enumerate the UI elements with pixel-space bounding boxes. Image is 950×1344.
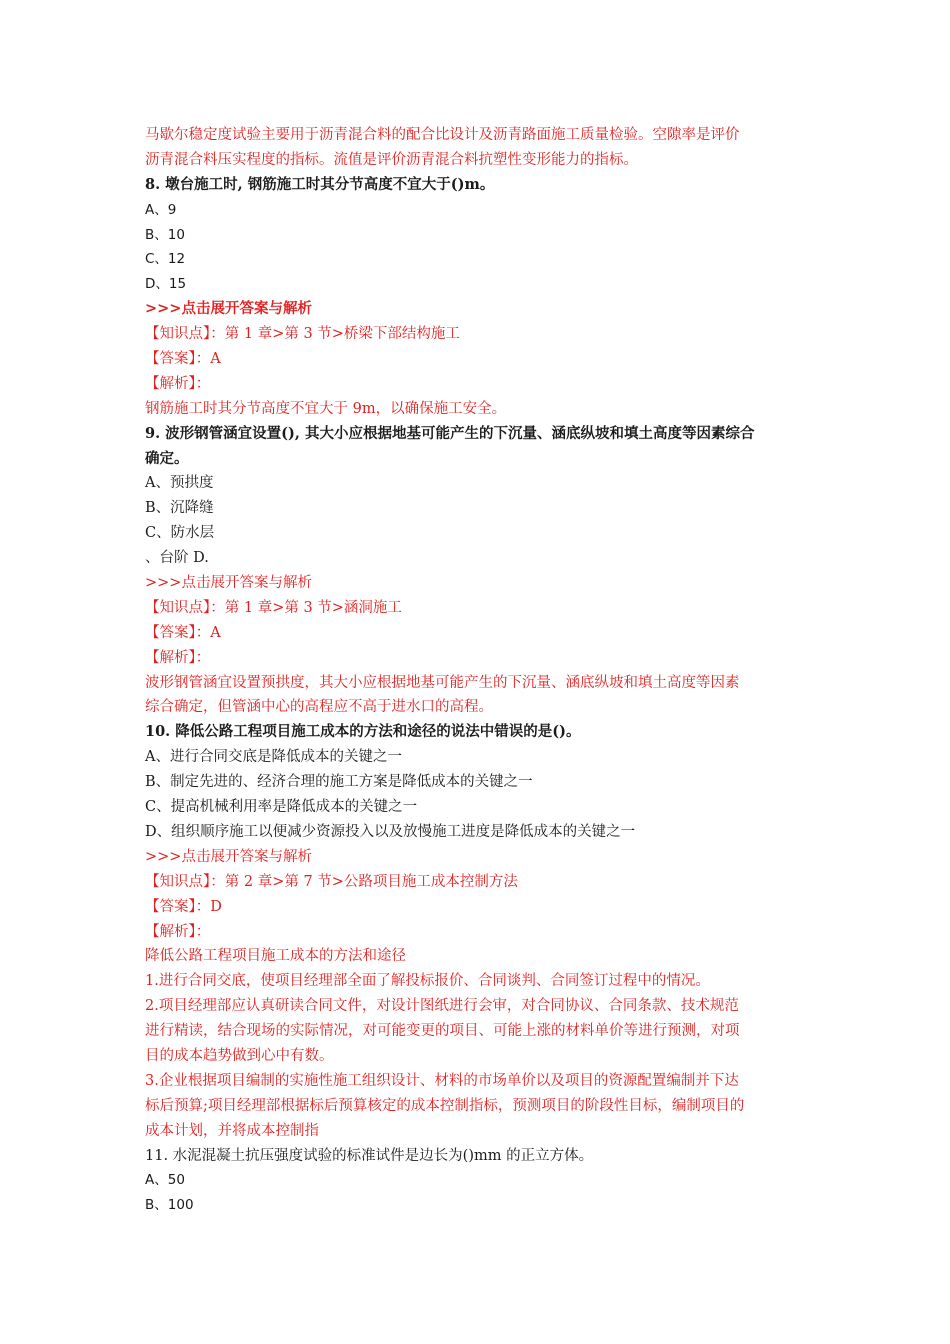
text-line: 综合确定，但管涵中心的高程应不高于进水口的高程。 bbox=[145, 699, 493, 716]
text-line: 【解析】： bbox=[145, 649, 211, 666]
text-line: A、50 bbox=[145, 1172, 185, 1189]
text-line: 10. 降低公路工程项目施工成本的方法和途径的说法中错误的是()。 bbox=[145, 723, 581, 741]
text-line: 11. 水泥混凝土抗压强度试验的标准试件是边长为()mm 的正立方体。 bbox=[145, 1147, 594, 1164]
text-line: 马歇尔稳定度试验主要用于沥青混合料的配合比设计及沥青路面施工质量检验。空隙率是评价 bbox=[145, 127, 740, 143]
text-line: B、10 bbox=[145, 226, 185, 243]
text-line: 目的成本趋势做到心中有数。 bbox=[145, 1047, 334, 1064]
text-line: 【解析】： bbox=[145, 375, 211, 392]
text-line: 【知识点】：第 1 章>第 3 节>涵洞施工 bbox=[145, 599, 402, 616]
expand-answer-link[interactable]: >>>点击展开答案与解析 bbox=[145, 300, 312, 318]
text-line: C、提高机械利用率是降低成本的关键之一 bbox=[145, 799, 418, 816]
text-line: 【答案】：A bbox=[145, 351, 221, 368]
text-line: 1.进行合同交底，使项目经理部全面了解投标报价、合同谈判、合同签订过程中的情况。 bbox=[145, 973, 710, 990]
text-line: 【解析】： bbox=[145, 923, 211, 940]
text-line: 【答案】：A bbox=[145, 624, 221, 641]
text-line: A、9 bbox=[145, 201, 177, 218]
text-line: 9. 波形钢管涵宜设置(), 其大小应根据地基可能产生的下沉量、涵底纵坡和填土高度等因素综合 bbox=[145, 424, 755, 442]
text-line: B、制定先进的、经济合理的施工方案是降低成本的关键之一 bbox=[145, 774, 533, 791]
text-line: 、台阶 D. bbox=[145, 550, 209, 567]
text-line: 降低公路工程项目施工成本的方法和途径 bbox=[145, 948, 406, 965]
text-line: C、12 bbox=[145, 251, 186, 268]
text-line: 2.项目经理部应认真研读合同文件，对设计图纸进行会审，对合同协议、合同条款、技术规范 bbox=[145, 998, 739, 1015]
text-line: 进行精读，结合现场的实际情况，对可能变更的项目、可能上涨的材料单价等进行预测，对项 bbox=[145, 1023, 740, 1040]
text-line: C、防水层 bbox=[145, 525, 215, 542]
text-line: 标后预算;项目经理部根据标后预算核定的成本控制指标，预测项目的阶段性目标，编制项目的 bbox=[145, 1097, 745, 1114]
text-line: 【知识点】：第 2 章>第 7 节>公路项目施工成本控制方法 bbox=[145, 873, 518, 890]
text-line: 【答案】：D bbox=[145, 898, 222, 915]
expand-answer-link[interactable]: >>>点击展开答案与解析 bbox=[145, 848, 312, 865]
expand-answer-link[interactable]: >>>点击展开答案与解析 bbox=[145, 575, 312, 592]
text-line: 8. 墩台施工时, 钢筋施工时其分节高度不宜大于()m。 bbox=[145, 175, 495, 193]
text-line: 3.企业根据项目编制的实施性施工组织设计、材料的市场单价以及项目的资源配置编制并下达 bbox=[145, 1072, 739, 1089]
document-body bbox=[145, 123, 810, 1218]
text-line: 波形钢管涵宜设置预拱度，其大小应根据地基可能产生的下沉量、涵底纵坡和填土高度等因素 bbox=[145, 674, 740, 691]
text-line: A、预拱度 bbox=[145, 475, 214, 492]
text-line: 沥青混合料压实程度的指标。流值是评价沥青混合料抗塑性变形能力的指标。 bbox=[145, 151, 638, 168]
text-line: 确定。 bbox=[145, 449, 189, 467]
text-line: D、15 bbox=[145, 276, 187, 293]
text-line: D、组织顺序施工以便减少资源投入以及放慢施工进度是降低成本的关键之一 bbox=[145, 823, 636, 840]
text-line: B、100 bbox=[145, 1197, 194, 1214]
text-line: A、进行合同交底是降低成本的关键之一 bbox=[145, 749, 402, 766]
text-line: B、沉降缝 bbox=[145, 500, 214, 517]
text-line: 钢筋施工时其分节高度不宜大于 9m，以确保施工安全。 bbox=[145, 400, 507, 417]
text-line: 【知识点】：第 1 章>第 3 节>桥梁下部结构施工 bbox=[145, 326, 460, 343]
text-line: 成本计划，并将成本控制指 bbox=[145, 1122, 319, 1139]
